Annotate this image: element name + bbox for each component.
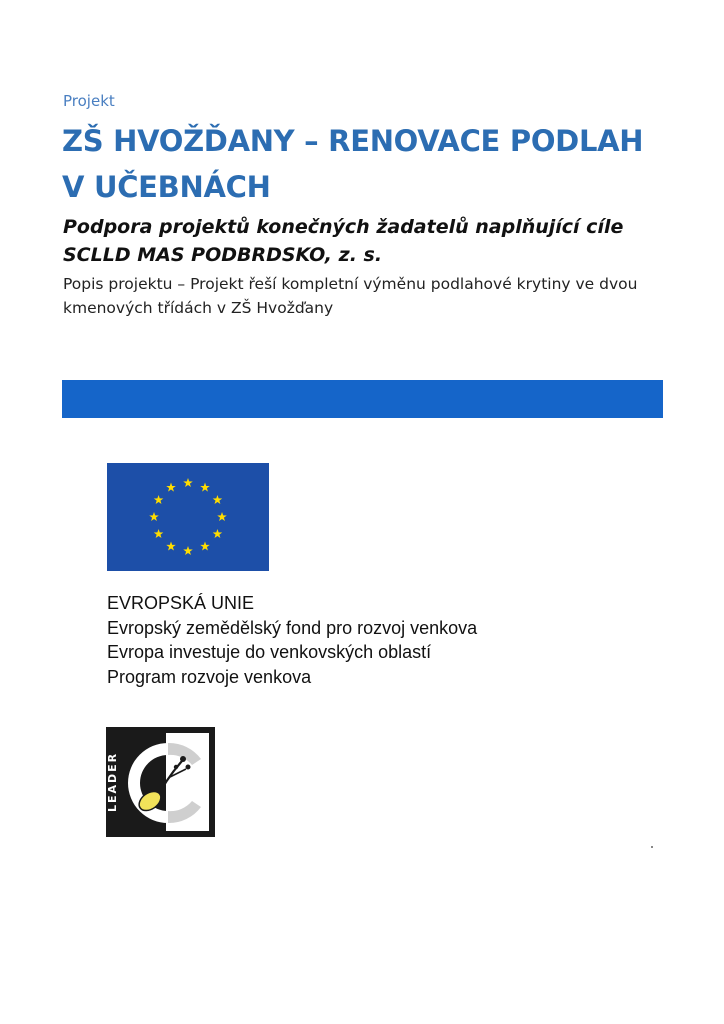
eu-flag-stars <box>107 463 269 571</box>
eu-line-4: Program rozvoje venkova <box>107 666 312 687</box>
eu-flag-icon <box>107 463 269 571</box>
description-line-1: Popis projektu – Projekt řeší kompletní výměnu podlahové krytiny ve dvou <box>63 275 638 293</box>
eu-info-block <box>107 591 627 689</box>
blue-divider-bar <box>62 380 663 418</box>
scan-artifact-dot <box>651 846 653 848</box>
eu-line-3: Evropa investuje do venkovských oblastí <box>107 642 432 662</box>
subtitle <box>63 213 683 269</box>
subtitle-line-2: SCLLD MAS PODBRDSKO, z. s. <box>63 244 383 266</box>
eu-line-1: EVROPSKÁ UNIE <box>107 593 255 613</box>
project-description <box>63 272 663 320</box>
leader-logo-icon <box>106 727 215 837</box>
title-line-1: ZŠ HVOŽĎANY – RENOVACE PODLAH <box>62 124 644 158</box>
project-label: Projekt <box>63 92 115 110</box>
leader-vertical-text: LEADER <box>106 751 119 813</box>
title-line-2: V UČEBNÁCH <box>62 170 271 204</box>
eu-line-2: Evropský zemědělský fond pro rozvoj venkova <box>107 617 478 638</box>
page-title <box>62 118 682 210</box>
description-line-2: kmenových třídách v ZŠ Hvožďany <box>63 299 334 317</box>
subtitle-line-1: Podpora projektů konečných žadatelů naplňující cíle <box>63 216 624 238</box>
